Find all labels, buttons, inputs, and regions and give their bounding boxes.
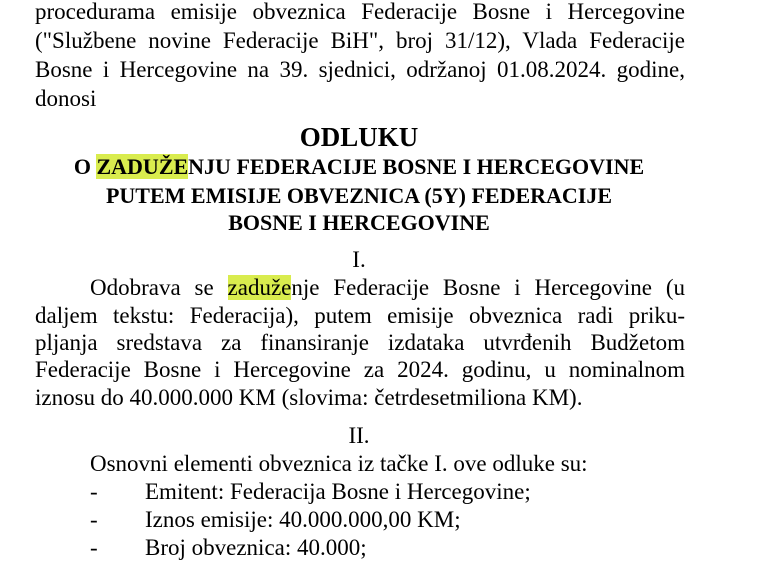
decision-title: ODLUKU [299,122,419,152]
section-1-number: I. [352,247,366,272]
list-dash: - [90,479,98,504]
section-1-line-3: pljanja sredstava za finansiranje izdataka utvrđenih Budžetom [35,330,685,355]
list-dash: - [90,535,98,560]
list-dash: - [90,507,98,532]
s1-prefix: Odobrava se [90,275,228,300]
list-item-text: Emitent: Federacija Bosne i Hercegovine; [145,479,531,504]
intro-line-1: procedurama emisije obveznica Federacije Bosne i Hercegovine [35,0,685,24]
decision-subtitle-line-1 [0,153,718,180]
section-2-number: II. [348,423,370,448]
intro-line-2: ("Službene novine Federacije BiH", broj 31/12), Vlada Federacije [35,28,685,53]
subtitle-highlight: ZADUŽE [96,154,189,179]
section-2-intro: Osnovni elementi obveznica iz tačke I. ove odluke su: [90,451,588,476]
list-item-text: Broj obveznica: 40.000; [145,535,367,560]
s1-highlight: zaduže [227,275,292,300]
list-item-text: Iznos emisije: 40.000.000,00 KM; [145,507,461,532]
subtitle-suffix: NJU FEDERACIJE BOSNE I HERCEGOVINE [188,154,645,179]
s1-suffix: nje Federacije Bosne i Hercegovine (u [291,275,685,300]
intro-line-3: Bosne i Hercegovine na 39. sjednici, održanoj 01.08.2024. godine, [35,57,685,82]
decision-subtitle-line-2: PUTEM EMISIJE OBVEZNICA (5Y) FEDERACIJE [105,183,613,208]
subtitle-prefix: O [73,154,97,179]
section-1-line-5: iznosu do 40.000.000 KM (slovima: četrdesetmiliona KM). [35,385,583,410]
intro-line-4: donosi [35,86,97,111]
section-1-line-4: Federacije Bosne i Hercegovine za 2024. godinu, u nominalnom [35,357,685,382]
section-1-line-2: daljem tekstu: Federacija), putem emisije obveznica radi priku- [35,303,685,328]
decision-subtitle-line-3: BOSNE I HERCEGOVINE [228,210,490,235]
section-1-line-1 [90,274,685,301]
